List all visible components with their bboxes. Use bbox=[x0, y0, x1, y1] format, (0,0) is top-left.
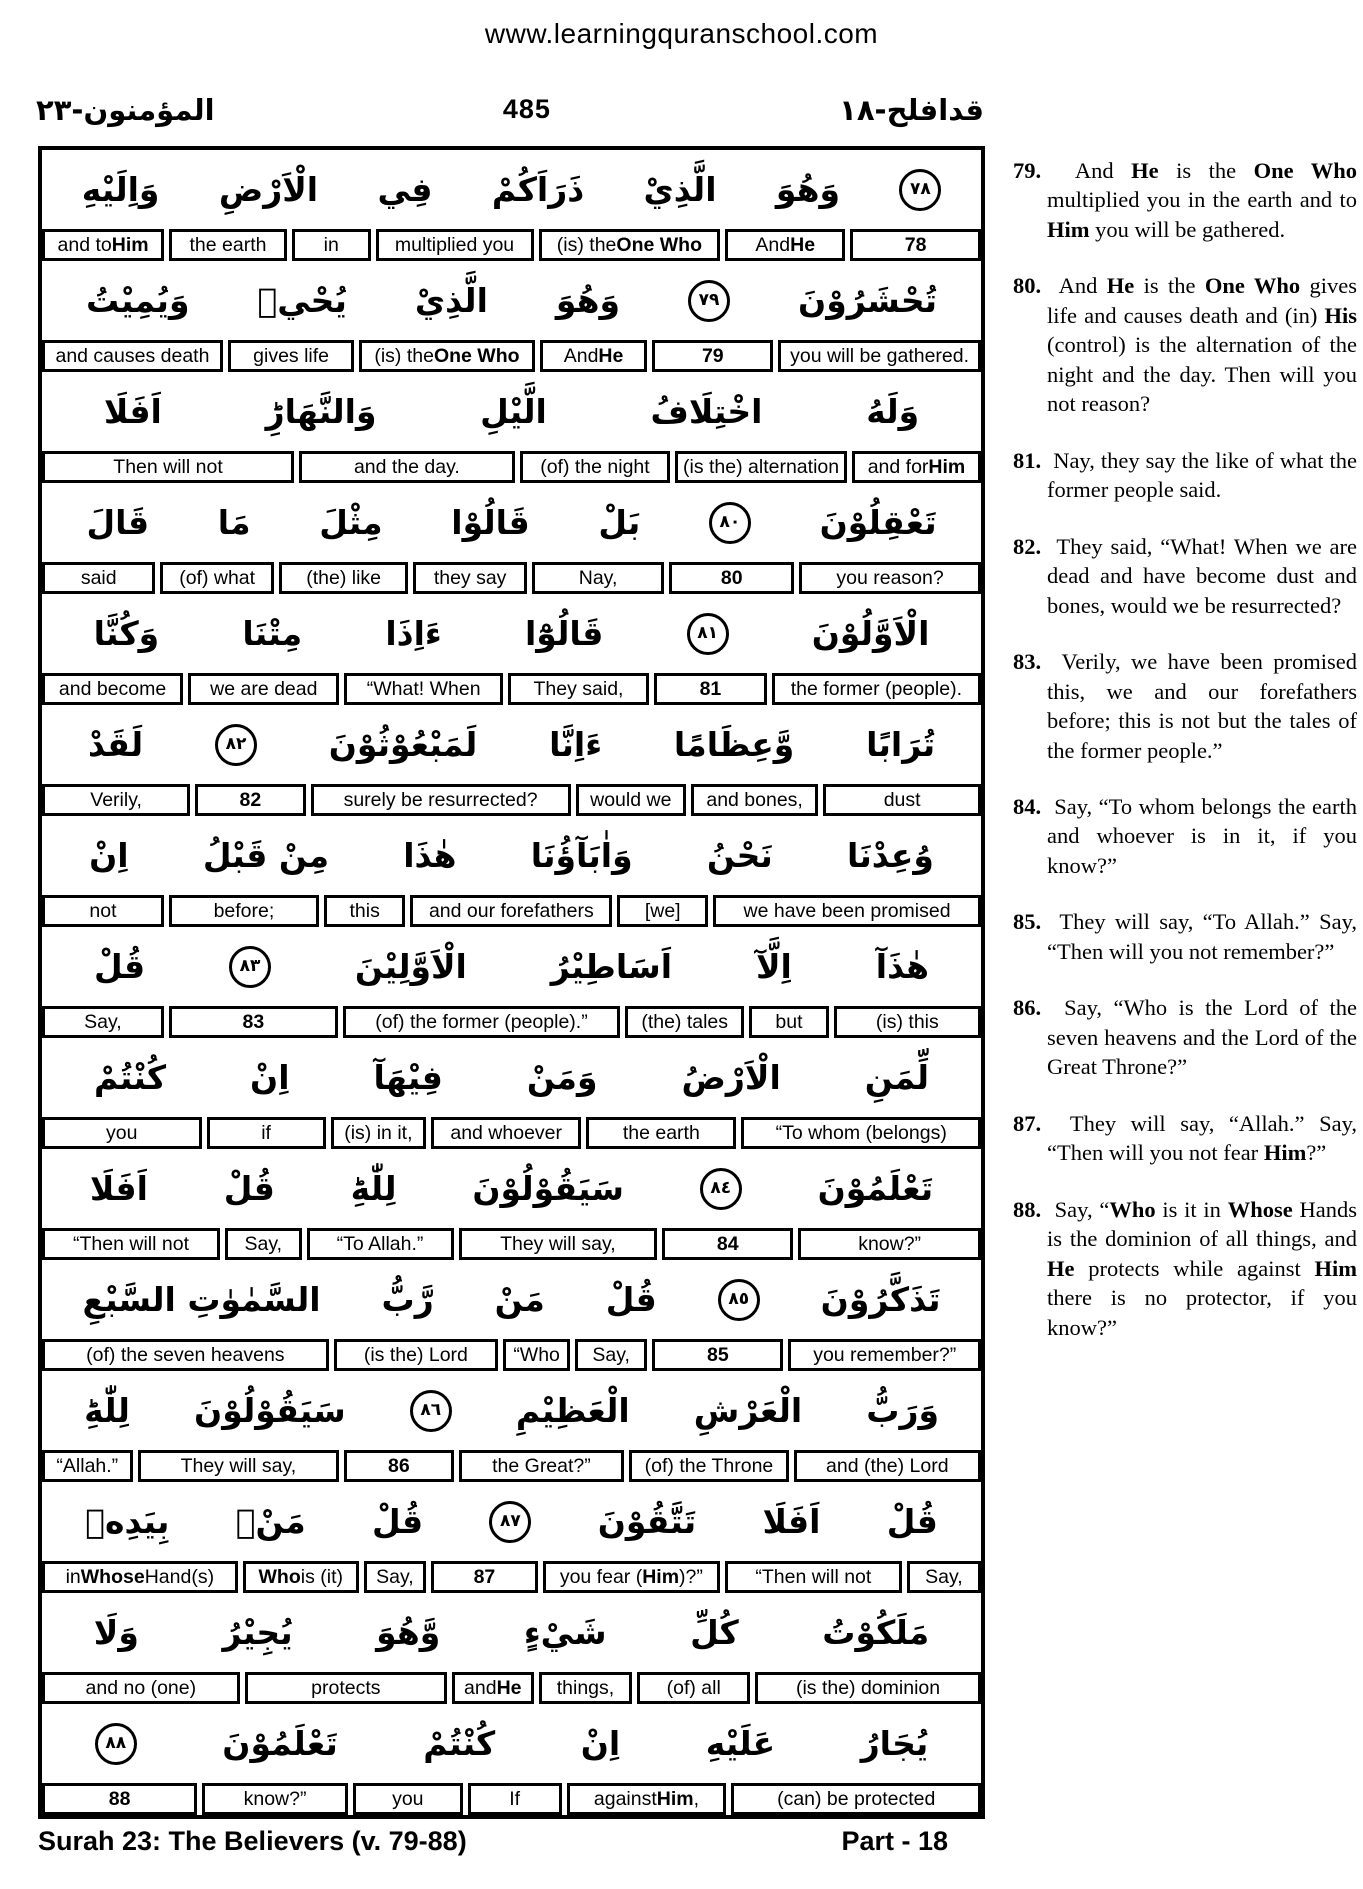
translation-cell: 86 bbox=[344, 1450, 453, 1482]
arabic-word: اخْتِلَافُ bbox=[650, 392, 763, 431]
translation-cell: (the) like bbox=[279, 562, 409, 594]
arabic-word: كُنْتُمْ bbox=[423, 1724, 496, 1763]
translation-cell: “What! When bbox=[344, 673, 502, 705]
arabic-word: اِنْ bbox=[89, 836, 129, 875]
arabic-line-1 bbox=[42, 150, 981, 229]
translation-cell: things, bbox=[539, 1672, 633, 1704]
arabic-line-11 bbox=[42, 1260, 981, 1339]
arabic-word: كُنْتُمْ bbox=[94, 1058, 167, 1097]
translation-cell: in bbox=[292, 229, 371, 261]
translation-cell: Say, bbox=[575, 1339, 647, 1371]
arabic-word: وَرَبُّ bbox=[866, 1391, 939, 1430]
verse-translation-79: 79. And He is the One Who multiplied you in the earth and to Him you will be gathered. bbox=[1013, 158, 1357, 242]
translation-cell: (is) in it, bbox=[331, 1117, 427, 1149]
arabic-word: الَّذِيْ bbox=[414, 281, 488, 320]
arabic-word: فِيْهَآ bbox=[373, 1058, 443, 1097]
arabic-word: قَالَ bbox=[86, 503, 150, 542]
arabic-word: وَكُنَّا bbox=[93, 614, 160, 653]
translation-cell: they say bbox=[413, 562, 526, 594]
translation-cell: know?” bbox=[798, 1228, 981, 1260]
arabic-word: وَيُمِيْتُ bbox=[86, 281, 190, 320]
translation-cell: “To Allah.” bbox=[307, 1228, 454, 1260]
arabic-word: سَيَقُوْلُوْنَ bbox=[472, 1169, 624, 1208]
verse-translation-80: 80. And He is the One Who gives life and causes death and (in) His (control) is the alternation of the night and the day. Then will you not reason? bbox=[1013, 273, 1357, 417]
arabic-word: بِيَدِهٖ bbox=[85, 1502, 170, 1541]
translation-cell: the earth bbox=[586, 1117, 736, 1149]
arabic-word: لِلّٰهِؕ bbox=[350, 1169, 397, 1208]
translation-cell: (is the) dominion bbox=[755, 1672, 981, 1704]
translation-cell: (can) be protected bbox=[731, 1783, 981, 1815]
ayah-number-marker: ٨٧ bbox=[489, 1501, 531, 1543]
translation-cell: And He bbox=[540, 340, 648, 372]
arabic-word: تَذَكَّرُوْنَ bbox=[820, 1280, 941, 1319]
arabic-line-2 bbox=[42, 261, 981, 340]
translation-cell: (of) the former (people).” bbox=[343, 1006, 620, 1038]
translation-cell: we are dead bbox=[188, 673, 339, 705]
translation-row-13 bbox=[42, 1561, 981, 1593]
site-url: www.learningquranschool.com bbox=[484, 18, 879, 49]
ayah-number-marker: ٨٣ bbox=[229, 946, 271, 988]
arabic-line-14 bbox=[42, 1593, 981, 1672]
arabic-word: اَفَلَا bbox=[89, 1169, 148, 1208]
arabic-word: نَحْنُ bbox=[706, 836, 773, 875]
arabic-word: السَّمٰوٰتِ السَّبْعِ bbox=[82, 1280, 321, 1319]
translation-cell: 80 bbox=[669, 562, 794, 594]
page-heading bbox=[36, 94, 984, 125]
arabic-word: كُلِّ bbox=[690, 1613, 739, 1652]
translation-cell: this bbox=[324, 895, 405, 927]
arabic-word: مَنْۢ bbox=[235, 1502, 306, 1541]
ayah-number-marker: ٨١ bbox=[687, 613, 729, 655]
translation-cell: the Great?” bbox=[459, 1450, 625, 1482]
translation-row-2 bbox=[42, 340, 981, 372]
arabic-line-8 bbox=[42, 927, 981, 1006]
translation-cell: and our forefathers bbox=[410, 895, 612, 927]
arabic-word: مَا bbox=[217, 503, 251, 542]
translation-cell: 88 bbox=[42, 1783, 197, 1815]
verse-translation-83: 83. Verily, we have been promised this, we and our forefathers before; this is not but the tales of the former people.” bbox=[1013, 649, 1357, 763]
translation-cell: [we] bbox=[617, 895, 708, 927]
translation-cell: They will say, bbox=[459, 1228, 658, 1260]
page-number: 485 bbox=[502, 94, 551, 124]
arabic-word: اِنْ bbox=[580, 1724, 621, 1763]
arabic-word: قُلْ bbox=[371, 1502, 424, 1541]
arabic-word: عَلَيْهِ bbox=[705, 1724, 776, 1763]
translation-cell: but bbox=[749, 1006, 828, 1038]
translation-cell: gives life bbox=[228, 340, 354, 372]
arabic-word: الْاَوَّلِيْنَ bbox=[354, 947, 467, 986]
translation-cell: They will say, bbox=[138, 1450, 340, 1482]
translation-cell: and no (one) bbox=[42, 1672, 240, 1704]
arabic-line-5 bbox=[42, 594, 981, 673]
arabic-word: اِلَّآ bbox=[755, 947, 792, 986]
translation-row-10 bbox=[42, 1228, 981, 1260]
translation-cell: (of) the seven heavens bbox=[42, 1339, 329, 1371]
arabic-word: اِنْ bbox=[250, 1058, 290, 1097]
translation-cell: Say, bbox=[364, 1561, 426, 1593]
arabic-word: لِلّٰهِؕ bbox=[84, 1391, 130, 1430]
translation-cell: “Then will not bbox=[725, 1561, 902, 1593]
translation-row-15 bbox=[42, 1783, 981, 1815]
translation-cell: and to Him bbox=[42, 229, 164, 261]
ayah-number-marker: ٧٨ bbox=[899, 169, 941, 211]
translation-row-8 bbox=[42, 1006, 981, 1038]
arabic-word: وَّهُوَ bbox=[376, 1613, 441, 1652]
ayah-number-marker: ٨٥ bbox=[718, 1279, 760, 1321]
translation-cell: against Him , bbox=[567, 1783, 727, 1815]
arabic-word: وَهُوَ bbox=[555, 281, 620, 320]
arabic-word: وَهُوَ bbox=[775, 170, 840, 209]
translation-cell: and bones, bbox=[691, 784, 818, 816]
arabic-word: تُرَابًا bbox=[866, 725, 936, 764]
translation-cell: and the day. bbox=[299, 451, 515, 483]
arabic-word: اَفَلَا bbox=[762, 1502, 821, 1541]
arabic-word: مِنْ قَبْلُ bbox=[202, 836, 329, 875]
arabic-word: الْعَرْشِ bbox=[693, 1391, 803, 1430]
translation-cell: “Who bbox=[503, 1339, 570, 1371]
footer-surah-title: Surah 23: The Believers (v. 79-88) bbox=[38, 1826, 467, 1856]
arabic-word: مِثْلَ bbox=[319, 503, 383, 542]
translation-cell: and (the) Lord bbox=[794, 1450, 981, 1482]
arabic-word: وَالنَّهَارِؕ bbox=[265, 392, 377, 431]
translation-cell: 87 bbox=[431, 1561, 538, 1593]
arabic-word: اَفَلَا bbox=[103, 392, 162, 431]
verse-translation-88: 88. Say, “Who is it in Whose Hands is the dominion of all things, and He protects while against Him there is no protector, if you know?” bbox=[1013, 1196, 1357, 1340]
translation-cell: would we bbox=[576, 784, 686, 816]
translation-cell: (of) all bbox=[637, 1672, 750, 1704]
footer-part-label: Part - 18 bbox=[841, 1826, 948, 1856]
translation-row-4 bbox=[42, 562, 981, 594]
translation-cell: you fear ( Him )?” bbox=[543, 1561, 720, 1593]
verse-translation-87: 87. They will say, “Allah.” Say, “Then will you not fear Him?” bbox=[1013, 1110, 1357, 1166]
arabic-word: الْاَرْضِ bbox=[218, 170, 319, 209]
translation-cell: (is) this bbox=[834, 1006, 981, 1038]
translation-cell: “To whom (belongs) bbox=[741, 1117, 981, 1149]
translation-cell: (the) tales bbox=[625, 1006, 744, 1038]
arabic-word: وَلَا bbox=[93, 1613, 139, 1652]
translation-cell: Say, bbox=[907, 1561, 981, 1593]
arabic-line-6 bbox=[42, 705, 981, 784]
arabic-line-13 bbox=[42, 1482, 981, 1561]
arabic-word: وَّعِظَامًا bbox=[673, 725, 795, 764]
arabic-word: يُجَارُ bbox=[860, 1724, 929, 1763]
arabic-word: وُعِدْنَا bbox=[846, 836, 934, 875]
translation-cell: and become bbox=[42, 673, 183, 705]
translation-cell: Nay, bbox=[532, 562, 664, 594]
translation-cell: and whoever bbox=[431, 1117, 581, 1149]
translation-cell: the former (people). bbox=[772, 673, 981, 705]
arabic-word: تَعْقِلُوْنَ bbox=[819, 503, 937, 542]
arabic-word: ءَاِذَا bbox=[385, 614, 442, 653]
translation-cell: If bbox=[468, 1783, 562, 1815]
translation-cell: you bbox=[353, 1783, 463, 1815]
arabic-word: الَّذِيْ bbox=[643, 170, 717, 209]
arabic-word: لَقَدْ bbox=[87, 725, 144, 764]
translation-row-11 bbox=[42, 1339, 981, 1371]
main-content bbox=[38, 146, 1357, 1819]
arabic-line-4 bbox=[42, 483, 981, 562]
ayah-number-marker: ٨٠ bbox=[709, 502, 751, 544]
translation-cell: (of) the night bbox=[520, 451, 670, 483]
translation-cell: not bbox=[42, 895, 164, 927]
arabic-line-7 bbox=[42, 816, 981, 895]
quran-table bbox=[38, 146, 985, 1819]
translation-cell: you reason? bbox=[799, 562, 981, 594]
verse-translation-85: 85. They will say, “To Allah.” Say, “Then will you not remember?” bbox=[1013, 909, 1357, 964]
translation-cell: 79 bbox=[652, 340, 773, 372]
arabic-word: الْاَوَّلُوْنَ bbox=[811, 614, 930, 653]
translation-cell: And He bbox=[725, 229, 845, 261]
arabic-word: وَاٰبَآؤُنَا bbox=[530, 836, 633, 875]
verse-translation-84: 84. Say, “To whom belongs the earth and whoever is in it, if you know?” bbox=[1013, 793, 1357, 878]
translation-cell: 84 bbox=[662, 1228, 793, 1260]
translation-cell: in Whose Hand(s) bbox=[42, 1561, 238, 1593]
arabic-word: هٰذَا bbox=[403, 836, 457, 875]
arabic-word: وَلَهُ bbox=[866, 392, 920, 431]
translation-row-5 bbox=[42, 673, 981, 705]
translation-cell: Say, bbox=[225, 1228, 302, 1260]
translation-cell: dust bbox=[823, 784, 981, 816]
translation-cell: if bbox=[207, 1117, 326, 1149]
translation-cell: we have been promised bbox=[713, 895, 981, 927]
arabic-word: يُجِيْرُ bbox=[222, 1613, 293, 1652]
arabic-word: فِي bbox=[377, 170, 433, 209]
translation-cell: 82 bbox=[195, 784, 305, 816]
translation-cell: multiplied you bbox=[376, 229, 534, 261]
page-footer bbox=[38, 1826, 948, 1857]
arabic-word: شَيْءٍ bbox=[523, 1613, 607, 1652]
ayah-number-marker: ٧٩ bbox=[688, 280, 730, 322]
arabic-word: الْاَرْضُ bbox=[681, 1058, 781, 1097]
translation-cell: you will be gathered. bbox=[778, 340, 981, 372]
translation-cell: and for Him bbox=[852, 451, 981, 483]
verse-translation-86: 86. Say, “Who is the Lord of the seven heavens and the Lord of the Great Throne?” bbox=[1013, 995, 1357, 1080]
arabic-word: قُلْ bbox=[223, 1169, 275, 1208]
translation-cell: the earth bbox=[169, 229, 287, 261]
arabic-word: الْعَظِيْمِ bbox=[515, 1391, 630, 1430]
translation-cell: surely be resurrected? bbox=[311, 784, 571, 816]
arabic-word: قُلْ bbox=[93, 947, 146, 986]
arabic-word: مَلَكُوْتُ bbox=[822, 1613, 930, 1652]
translation-cell: Verily, bbox=[42, 784, 190, 816]
arabic-word: قَالُوْٓا bbox=[524, 614, 604, 653]
translation-cell: you remember?” bbox=[788, 1339, 981, 1371]
translation-cell: Then will not bbox=[42, 451, 294, 483]
arabic-word: رَّبُّ bbox=[381, 1280, 434, 1319]
translation-cell: (is) the One Who bbox=[359, 340, 534, 372]
translation-cell: know?” bbox=[202, 1783, 348, 1815]
arabic-word: تَتَّقُوْنَ bbox=[597, 1502, 697, 1541]
translation-cell: Who is (it) bbox=[243, 1561, 359, 1593]
verse-translation-82: 82. They said, “What! When we are dead and have become dust and bones, would we be resurrected? bbox=[1013, 533, 1357, 618]
translation-cell: and He bbox=[452, 1672, 534, 1704]
arabic-word: مِتْنَا bbox=[242, 614, 303, 653]
translation-row-7 bbox=[42, 895, 981, 927]
translation-cell: (is) the One Who bbox=[539, 229, 721, 261]
translation-cell: 78 bbox=[850, 229, 981, 261]
arabic-word: اَسَاطِيْرُ bbox=[550, 947, 673, 986]
arabic-word: قُلْ bbox=[886, 1502, 938, 1541]
arabic-word: يُحْيٖ bbox=[257, 281, 347, 320]
surah-name-arabic: المؤمنون-٢٣ bbox=[36, 93, 215, 127]
translation-row-12 bbox=[42, 1450, 981, 1482]
arabic-word: هٰذَآ bbox=[875, 947, 930, 986]
arabic-line-15 bbox=[42, 1704, 981, 1783]
translation-row-6 bbox=[42, 784, 981, 816]
arabic-line-10 bbox=[42, 1149, 981, 1228]
ayah-number-marker: ٨٢ bbox=[215, 724, 257, 766]
juz-name-arabic: قدافلح-١٨ bbox=[839, 93, 984, 127]
translation-cell: Say, bbox=[42, 1006, 164, 1038]
arabic-word: ذَرَاَكُمْ bbox=[491, 170, 585, 209]
ayah-number-marker: ٨٤ bbox=[700, 1168, 742, 1210]
translation-cell: They said, bbox=[508, 673, 649, 705]
translation-cell: (of) what bbox=[160, 562, 273, 594]
translation-cell: (of) the Throne bbox=[629, 1450, 788, 1482]
translation-row-9 bbox=[42, 1117, 981, 1149]
arabic-word: بَلْ bbox=[598, 503, 641, 542]
translation-cell: 83 bbox=[169, 1006, 338, 1038]
translation-cell: (is the) alternation bbox=[675, 451, 847, 483]
arabic-word: مَنْ bbox=[494, 1280, 545, 1319]
translation-cell: before; bbox=[169, 895, 319, 927]
arabic-word: تُحْشَرُوْنَ bbox=[798, 281, 937, 320]
ayah-number-marker: ٨٦ bbox=[410, 1390, 452, 1432]
translation-cell: you bbox=[42, 1117, 202, 1149]
translation-row-14 bbox=[42, 1672, 981, 1704]
translation-cell: 85 bbox=[652, 1339, 783, 1371]
translation-cell: said bbox=[42, 562, 155, 594]
arabic-line-12 bbox=[42, 1371, 981, 1450]
arabic-word: الَّيْلِ bbox=[480, 392, 547, 431]
ayah-number-marker: ٨٨ bbox=[95, 1723, 137, 1765]
arabic-line-9 bbox=[42, 1038, 981, 1117]
arabic-word: قَالُوْا bbox=[451, 503, 530, 542]
translation-row-3 bbox=[42, 451, 981, 483]
translation-cell: “Then will not bbox=[42, 1228, 220, 1260]
arabic-word: سَيَقُوْلُوْنَ bbox=[194, 1391, 346, 1430]
verse-translation-81: 81. Nay, they say the like of what the former people said. bbox=[1013, 447, 1357, 503]
translation-cell: protects bbox=[245, 1672, 447, 1704]
arabic-line-3 bbox=[42, 372, 981, 451]
arabic-word: تَعْلَمُوْنَ bbox=[222, 1724, 338, 1763]
translation-cell: 81 bbox=[654, 673, 767, 705]
translation-cell: and causes death bbox=[42, 340, 223, 372]
arabic-word: ءَاِنَّا bbox=[549, 725, 603, 764]
translation-cell: (is the) Lord bbox=[334, 1339, 498, 1371]
arabic-word: تَعْلَمُوْنَ bbox=[817, 1169, 934, 1208]
arabic-word: لِّمَنِ bbox=[864, 1058, 929, 1097]
arabic-word: لَمَبْعُوْثُوْنَ bbox=[328, 725, 478, 764]
arabic-word: قُلْ bbox=[605, 1280, 657, 1319]
arabic-word: وَاِلَيْهِ bbox=[81, 170, 160, 209]
verse-translations bbox=[1013, 146, 1357, 1819]
translation-cell: “Allah.” bbox=[42, 1450, 133, 1482]
arabic-word: وَمَنْ bbox=[526, 1058, 598, 1097]
translation-row-1 bbox=[42, 229, 981, 261]
